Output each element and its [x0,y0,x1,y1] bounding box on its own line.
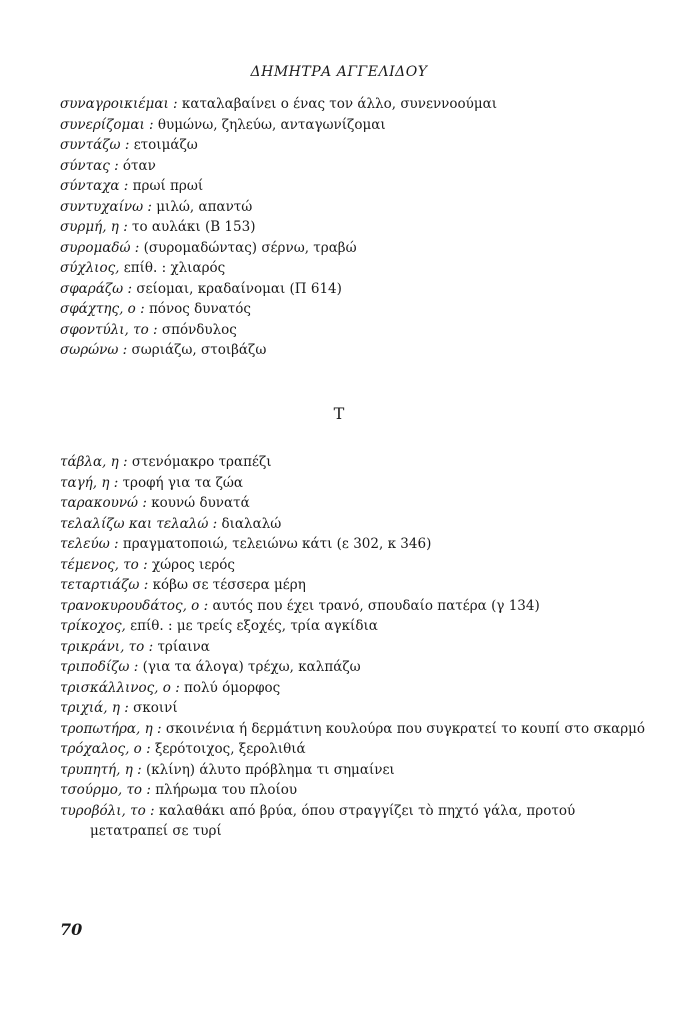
entry-definition: επίθ. : με τρείς εξοχές, τρία αγκίδια [130,618,378,634]
entry-separator: : [118,454,132,470]
entry-definition: ετοιμάζω [133,137,198,153]
entry-term: τροπωτήρα, η [60,720,153,737]
glossary-entry [60,238,650,259]
entry-term: τρισκάλλινος, ο [60,679,171,696]
entry-definition: διαλαλώ [221,515,282,532]
entry-separator: : [148,321,162,338]
glossary-entry [60,94,650,115]
entry-definition: (κλίνη) άλυτο πρόβλημα τι σημαίνει [145,761,395,778]
glossary-entry [60,514,650,535]
glossary-entry [60,739,650,760]
entry-separator: : [199,597,213,614]
entry-separator: : [129,659,143,675]
entry-term: τρίκοχος, [60,618,126,634]
section-letter-heading: Τ [333,404,345,423]
entry-definition: όταν [122,157,156,174]
entry-definition: κόβω σε τέσσερα μέρη [152,577,306,593]
entry-term: συνερίζομαι [60,116,145,133]
glossary-entry [60,217,650,238]
glossary-entry [60,698,650,719]
entry-definition: πόνος δυνατός [148,301,251,317]
entry-definition: θυμώνω, ζηλεύω, ανταγωνίζομαι [157,116,386,133]
glossary-entry [60,176,650,197]
glossary-group-sigma [60,94,650,361]
entry-definition: καλαθάκι από βρύα, όπου στραγγίζει τὸ πηχτό γάλα, προτού μετατραπεί σε τυρί [90,802,576,839]
entry-separator: : [138,556,152,573]
entry-separator: : [132,761,146,778]
entry-definition: αυτός που έχει τρανό, σπουδαίο πατέρα (γ 134) [212,597,540,614]
entry-separator: : [168,96,182,112]
entry-term: σύντας [60,157,110,174]
glossary-entry [60,473,650,494]
glossary-entry [60,156,650,177]
entry-separator: : [208,515,222,532]
entry-term: σφοντύλι, το [60,321,149,338]
glossary-entry [60,197,650,218]
entry-term: σύνταχα [60,178,120,194]
entry-term: τρυπητή, η [60,761,133,778]
entry-term: τελαλίζω και τελαλώ [60,515,209,532]
entry-definition: καταλαβαίνει ο ένας τον άλλο, συνεννοούμαι [181,96,498,112]
entry-term: σφαράζω [60,280,124,297]
entry-separator: : [144,638,158,655]
entry-term: συρομαδώ [60,239,131,256]
entry-definition: τροφή για τα ζώα [122,474,244,491]
glossary-group-tau [60,452,650,842]
glossary-entry [60,320,650,341]
glossary-entry [60,801,650,842]
entry-separator: : [123,280,137,297]
entry-separator: : [135,301,149,317]
entry-separator: : [170,679,185,696]
entry-definition: σωριάζω, στοιβάζω [131,342,267,358]
entry-separator: : [109,536,123,552]
glossary-entry [60,299,650,320]
entry-term: τσούρμο, το [60,782,143,798]
entry-separator: : [118,342,132,358]
entry-separator: : [145,802,159,819]
entry-term: τρανοκυρουδάτος, ο [60,597,200,614]
entry-separator: : [119,700,134,716]
entry-term: τεταρτιάζω [60,577,140,593]
entry-definition: στενόμακρο τραπέζι [131,454,272,470]
glossary-entry [60,493,650,514]
entry-definition: σείομαι, κραδαίνομαι (Π 614) [136,280,342,297]
entry-term: συντυχαίνω [60,198,144,215]
entry-definition: (για τα άλογα) τρέχω, καλπάζω [142,659,361,675]
entry-term: συναγροικιέμαι [60,96,169,112]
entry-separator: : [119,178,133,194]
entry-term: τελεύω [60,536,110,552]
entry-definition: τρίαινα [157,638,210,655]
glossary-entry [60,534,650,555]
glossary-entry [60,575,650,596]
entry-separator: : [109,157,123,174]
glossary-entry [60,135,650,156]
entry-definition: χώρος ιερός [151,556,235,573]
entry-term: τέμενος, το [60,556,139,573]
glossary-entry [60,258,650,279]
entry-definition: σκοινένια ή δερμάτινη κουλούρα που συγκρατεί το κουπί στο σκαρμό [165,720,646,737]
entry-term: τάβλα, η [60,454,119,470]
entry-definition: πολύ όμορφος [184,679,281,696]
glossary-entry [60,596,650,617]
entry-separator: : [120,137,134,153]
entry-term: σφάχτης, ο [60,301,136,317]
entry-definition: πραγματοποιώ, τελειώνω κάτι (ε 302, κ 346) [122,536,432,552]
entry-definition: σκοινί [133,700,178,716]
page-number: 70 [60,920,83,939]
glossary-entry [60,678,650,699]
entry-term: ταγή, η [60,474,110,491]
entry-definition: το αυλάκι (Β 153) [132,219,256,235]
glossary-entry [60,279,650,300]
entry-separator: : [143,198,157,215]
entry-term: συντάζω [60,137,121,153]
entry-separator: : [152,720,166,737]
entry-term: τρόχαλος, ο [60,741,142,757]
glossary-entry [60,452,650,473]
glossary-entry [60,115,650,136]
entry-term: τριποδίζω [60,659,130,675]
entry-separator: : [130,239,144,256]
glossary-entry [60,616,650,637]
glossary-entry [60,760,650,781]
glossary-entry [60,719,650,740]
entry-separator: : [142,782,156,798]
glossary-entry [60,657,650,678]
entry-term: σύχλιος, [60,260,120,276]
entry-definition: ξερότοιχος, ξερολιθιά [154,741,306,757]
entry-term: ταρακουνώ [60,495,139,511]
entry-separator: : [138,495,152,511]
glossary-entry [60,637,650,658]
entry-definition: πλήρωμα του πλοίου [155,782,298,798]
entry-definition: (συρομαδώντας) σέρνω, τραβώ [143,239,357,256]
glossary-entry [60,555,650,576]
entry-term: τυροβόλι, το [60,802,146,819]
entry-term: σωρώνω [60,342,119,358]
entry-term: τρικράνι, το [60,638,145,655]
entry-term: συρμή, η [60,219,119,235]
entry-separator: : [109,474,123,491]
entry-definition: μιλώ, απαντώ [156,198,253,215]
entry-separator: : [141,741,155,757]
entry-term: τριχιά, η [60,700,120,716]
entry-definition: πρωί πρωί [132,178,204,194]
entry-definition: κουνώ δυνατά [151,495,250,511]
entry-separator: : [139,577,153,593]
entry-separator: : [144,116,158,133]
entry-definition: σπόνδυλος [161,321,237,338]
running-header: ΔΗΜΗΤΡΑ ΑΓΓΕΛΙΔΟΥ [250,64,428,80]
glossary-entry [60,340,650,361]
entry-separator: : [118,219,133,235]
glossary-entry [60,780,650,801]
entry-definition: επίθ. : χλιαρός [123,260,226,276]
